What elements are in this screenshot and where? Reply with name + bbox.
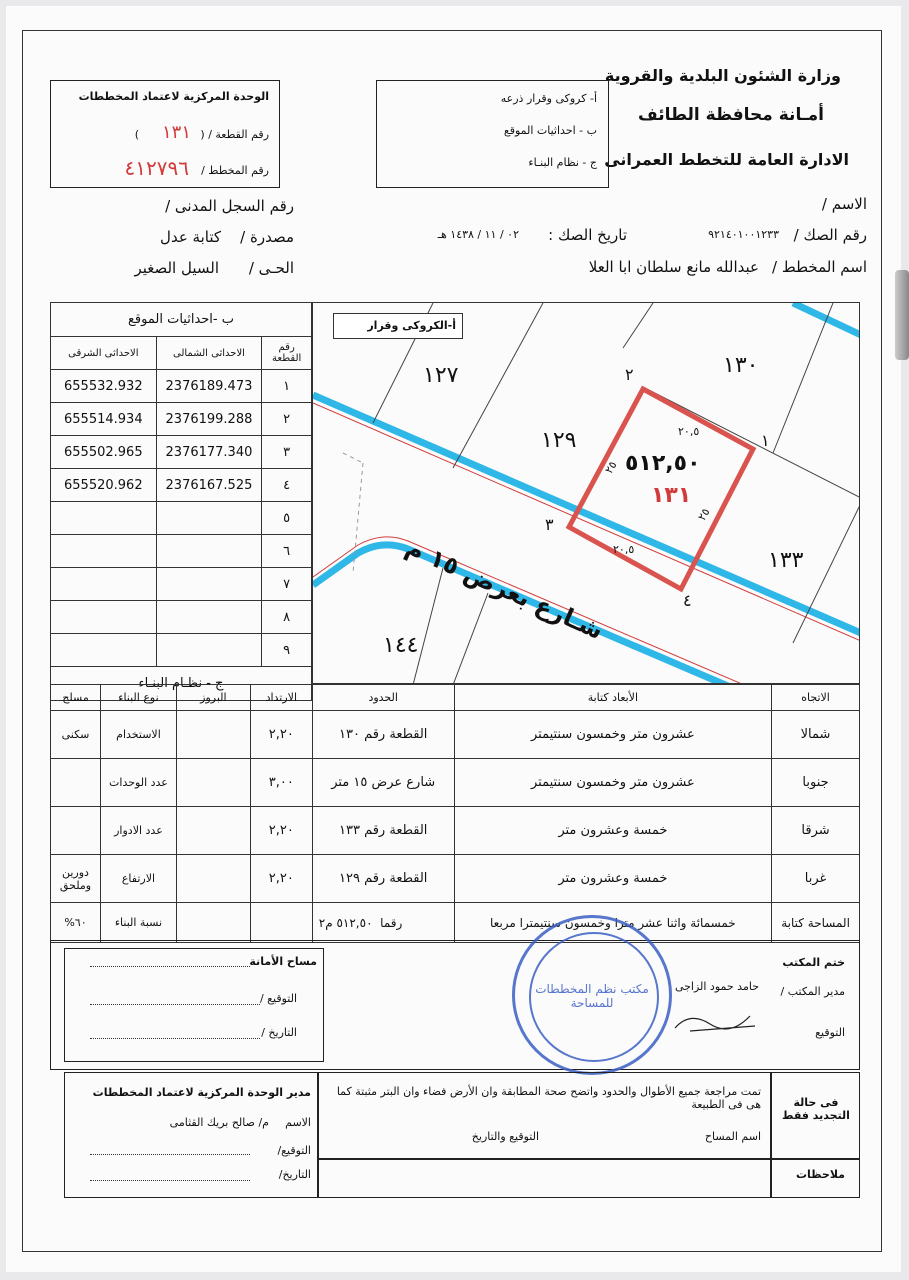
amana-date-label: التاريخ / [261,1026,297,1039]
index-b: ب - احداثيات الموقع [503,124,597,137]
coordinate-row [51,634,312,667]
limit-bounds: شارع عرض ١٥ متر [312,759,454,807]
coordinates-rows [51,370,312,667]
coord-point: ٦ [262,535,312,568]
limit-direction: شمالا [772,711,860,759]
renewal-sign-date: التوقيع والتاريخ [471,1130,539,1143]
deed-label: رقم الصك / [793,226,867,244]
unit-manager-name-label: الاسم [285,1116,311,1129]
sketch-panel [312,302,860,684]
coord-point: ٥ [262,502,312,535]
coordinate-row [51,535,312,568]
header-allowed: مسلح [51,685,101,711]
coord-point: ٢ [262,403,312,436]
coord-east [51,601,157,634]
dotted-line [90,1038,260,1039]
limit-type-label: عدد الادوار [100,807,176,855]
ratio-label: نسبة البناء [100,903,176,943]
coordinate-row [51,436,312,469]
header-bounds: الحدود [312,685,454,711]
seal-text: مكتب نظم المخططات للمساحة [535,982,649,1010]
civil-registry-label: رقم السجل المدنى / [165,197,294,215]
coordinates-panel [50,302,312,701]
office-stamp-label: ختم المكتب [782,956,845,969]
coord-header-north: الاحداثى الشمالى [156,337,262,370]
limit-written: خمسة وعشرون متر [454,807,771,855]
coord-point: ٧ [262,568,312,601]
building-system-title: ج - نظـام البنـاء [51,667,312,701]
dotted-line [90,1154,250,1155]
planner-name: عبدالله مانع سلطان ابا العلا [588,258,759,276]
empty-cell [176,903,250,943]
limit-type-value [51,807,101,855]
neighbor-133: ١٣٣ [768,548,804,573]
parcel-boundary [453,303,543,468]
limit-projection [176,711,250,759]
parcel-boundary [643,387,860,498]
central-unit-title: الوحدة المركزية لاعتماد المخططات [78,90,269,103]
district-label: الحـى / [248,259,294,277]
coordinates-title: ب -احداثيات الموقع [51,303,312,337]
limit-type-label: الاستخدام [100,711,176,759]
dashed-line [343,453,363,463]
header-building-type: نوع البناء [100,685,176,711]
municipality-title: أمـانة محافظة الطائف [637,105,824,125]
plan-number: ٤١٢٧٩٦ [124,156,189,180]
area-label: المساحة كتابة [772,903,860,943]
coord-point: ٨ [262,601,312,634]
coord-north [156,502,262,535]
limit-direction: غربا [772,855,860,903]
parcel-area: ٥١٢,٥٠ [625,451,701,476]
limit-row [51,807,860,855]
area-written: خمسمائة واثنا عشر مترا وخمسون سنتيمترا مربعا [454,903,771,943]
renewal-divider [318,1158,860,1160]
coord-point: ١ [262,370,312,403]
dotted-line [90,1180,250,1181]
neighbor-127: ١٢٧ [423,363,459,388]
amana-surveyor-title: مساح الأمانة [249,955,317,968]
limit-setback: ٢,٢٠ [250,711,312,759]
department-title: الادارة العامة للتخطط العمرانى [604,150,849,169]
dim-north: ٢٠,٥ [678,425,700,438]
limit-row [51,855,860,903]
limit-row [51,759,860,807]
coord-east [51,634,157,667]
renewal-notes: ملاحظات [796,1168,845,1181]
office-manager-label: مدير المكتب / [780,985,845,998]
renewal-text: تمت مراجعة جميع الأطوال والحدود واتضح صحة المطابقة وان الأرض فضاء وان البتر مثبتة كما هى فى الطبيعة [336,1085,761,1111]
coordinate-row [51,568,312,601]
renewal-label: فى حالة التجديد فقط [782,1096,850,1122]
deed-date-value: ٠٢ / ١١ / ١٤٣٨ هـ [437,228,519,241]
parcel-boundary [413,568,443,684]
area-number: ٥١٢,٥٠ م٢ [318,915,373,930]
coord-point: ٣ [262,436,312,469]
district-value: السيل الصغير [134,259,219,277]
limit-written: خمسة وعشرون متر [454,855,771,903]
limit-setback: ٢,٢٠ [250,855,312,903]
header-written: الأبعاد كتابة [454,685,771,711]
coordinate-row [51,601,312,634]
parcel-boundary [773,303,833,453]
ministry-title: وزارة الشئون البلدية والقروية [604,66,841,85]
parcel-boundary [453,593,488,684]
limits-rows [51,711,860,903]
coord-east [51,568,157,601]
planner-label: اسم المخطط / [772,258,867,276]
parcel-number-sketch: ١٣١ [651,483,692,508]
corner-1: ١ [761,431,770,450]
amana-signature-label: التوقيع / [259,992,297,1005]
renewal-divider [770,1072,772,1198]
coord-north: 2376199.288 [156,403,262,436]
coordinate-row [51,502,312,535]
coordinate-row [51,469,312,502]
limit-type-value: سكنى [51,711,101,759]
source-label: مصدرة / [240,228,294,246]
limit-setback: ٢,٢٠ [250,807,312,855]
limits-panel [50,684,860,943]
coord-north [156,601,262,634]
deed-number: ٩٢١٤٠١٠٠١٢٣٣ [708,228,779,241]
coord-north [156,535,262,568]
unit-manager-title: مدير الوحدة المركزية لاعتماد المخططات [92,1086,311,1099]
index-a: أ- كروكى وقرار ذرعه [500,92,597,105]
dim-east: ٢٥ [695,506,713,523]
office-seal [512,915,672,1075]
coord-east [51,535,157,568]
plan-label: رقم المخطط / [201,164,269,177]
coordinate-row [51,403,312,436]
coord-header-east: الاحداثى الشرقى [51,337,157,370]
header-direction: الاتجاه [772,685,860,711]
limit-direction: شرقا [772,807,860,855]
deed-date-label: تاريخ الصك : [548,226,627,244]
dotted-line [90,966,250,967]
coordinates-table [50,302,312,701]
area-number-cell [312,903,454,943]
office-manager-name: حامد حمود الزاجى [674,980,759,993]
corner-3: ٣ [545,515,554,534]
coordinate-row [51,370,312,403]
limit-type-value: دورين وملحق [51,855,101,903]
header-setback: الارتداد [250,685,312,711]
parcel-boundary [623,303,653,348]
unit-manager-date: التاريخ/ [278,1168,311,1181]
coord-east: 655502.965 [51,436,157,469]
limit-bounds: القطعة رقم ١٣٠ [312,711,454,759]
limit-type-value [51,759,101,807]
limit-direction: جنوبا [772,759,860,807]
limit-row [51,711,860,759]
coord-east: 655520.962 [51,469,157,502]
area-number-label: رقما [380,915,403,930]
page-edge [895,270,909,360]
name-label: الاسم / [821,195,867,213]
limit-bounds: القطعة رقم ١٢٩ [312,855,454,903]
coord-north: 2376189.473 [156,370,262,403]
limit-written: عشرون متر وخمسون سنتيمتر [454,759,771,807]
neighbor-144: ١٤٤ [383,633,419,658]
limits-table [50,684,860,943]
street-line-north [313,403,860,641]
coord-point: ٩ [262,634,312,667]
ratio-value: ٦٠% [51,903,101,943]
corner-2: ٢ [625,365,634,384]
coord-east: 655514.934 [51,403,157,436]
dotted-line [90,1004,260,1005]
coord-north: 2376177.340 [156,436,262,469]
street-label: شـارع بعرض ١٥ م [401,533,608,646]
limit-written: عشرون متر وخمسون سنتيمتر [454,711,771,759]
corner-4: ٤ [683,591,692,610]
coord-point: ٤ [262,469,312,502]
coord-east [51,502,157,535]
unit-manager-signature: التوقيع/ [277,1144,311,1157]
coord-header-parcel: رقم القطعة [262,337,312,370]
limit-projection [176,807,250,855]
office-signature-label: التوقيع [815,1026,845,1039]
index-c: ج - نظام البنـاء [528,156,597,169]
header-projection: البروز [176,685,250,711]
limit-type-label: عدد الوحدات [100,759,176,807]
limit-type-label: الارتفاع [100,855,176,903]
coord-north [156,634,262,667]
sketch-title: أ-الكروكى وقرار [367,319,456,332]
parcel-boundary [793,503,860,643]
dim-west: ٢٥ [602,459,620,476]
empty-cell [250,903,312,943]
unit-manager-name: م/ صالح بريك القثامى [169,1116,269,1129]
limit-projection [176,855,250,903]
handwritten-signature [670,1006,760,1036]
limit-projection [176,759,250,807]
limit-setback: ٣,٠٠ [250,759,312,807]
parcel-label: رقم القطعة / ( [200,128,269,141]
source-value: كتابة عدل [160,228,221,246]
coord-north: 2376167.525 [156,469,262,502]
coord-north [156,568,262,601]
neighbor-130: ١٣٠ [723,353,759,378]
limit-bounds: القطعة رقم ١٣٣ [312,807,454,855]
dim-south: ٢٠,٥ [613,543,635,556]
renewal-surveyor: اسم المساح [704,1130,761,1143]
parcel-close: ) [134,128,139,141]
coord-east: 655532.932 [51,370,157,403]
street-edge-north [313,395,860,633]
parcel-number: ١٣١ [161,122,191,143]
neighbor-129: ١٢٩ [541,428,577,453]
